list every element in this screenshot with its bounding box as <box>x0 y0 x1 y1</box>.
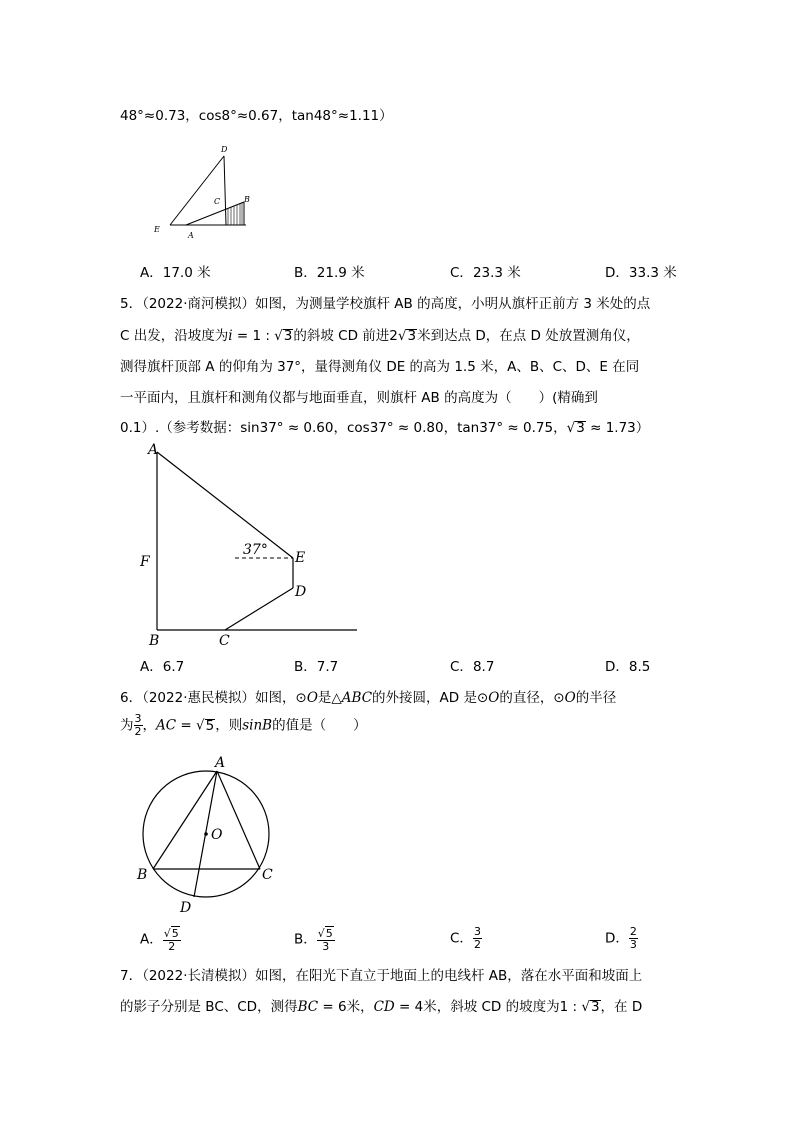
q5-option-c[interactable]: C．8.7 <box>450 659 495 675</box>
q6-option-b[interactable]: B． $\frac{√5}{3}$ <box>294 927 333 953</box>
q4-label-e: E <box>154 225 160 234</box>
q4-label-a: A <box>188 231 194 240</box>
q4-option-b[interactable]: B．21.9 米 <box>294 265 365 281</box>
q5-angle-label: 37° <box>243 542 268 558</box>
q4-option-c[interactable]: C．23.3 米 <box>450 265 521 281</box>
q6-label-a: A <box>215 755 226 771</box>
q6-figure <box>133 752 283 917</box>
q4-reference-data: 48°≈0.73，cos8°≈0.67，tan48°≈1.11） <box>120 108 393 124</box>
q5-line-1: 5．（2022·商河模拟）如图，为测量学校旗杆 AB 的高度，小明从旗杆正前方 3 米处的点 <box>120 296 651 312</box>
q6-option-c[interactable]: C． $\frac{3}{2}$ <box>450 925 481 951</box>
q6-line-1: 6．（2022·惠民模拟）如图，⊙O是△ABC的外接圆，AD 是⊙O的直径，⊙O的半径 <box>120 690 617 706</box>
q4-figure <box>148 140 268 245</box>
q5-figure <box>135 440 365 650</box>
q5-line-5: 0.1）.（参考数据：sin37° ≈ 0.60，cos37° ≈ 0.80，tan37° ≈ 0.75，√3 ≈ 1.73） <box>120 420 650 436</box>
q5-label-b: B <box>149 633 160 649</box>
q6-option-d[interactable]: D． $\frac{2}{3}$ <box>605 925 637 951</box>
q5-line-2: C 出发，沿坡度为i = 1 : √3的斜坡 CD 前进2√3米到达点 D，在点 D 处放置测角仪， <box>120 328 640 344</box>
q5-option-d[interactable]: D．8.5 <box>605 659 651 675</box>
q5-line-3: 测得旗杆顶部 A 的仰角为 37°，量得测角仪 DE 的高为 1.5 米，A、B、C、D、E 在同 <box>120 359 640 375</box>
q4-option-a[interactable]: A．17.0 米 <box>140 265 211 281</box>
q5-option-a[interactable]: A．6.7 <box>140 659 185 675</box>
q7-line-1: 7．（2022·长清模拟）如图，在阳光下直立于地面上的电线杆 AB，落在水平面和坡面上 <box>120 968 643 984</box>
q5-label-f: F <box>140 554 150 570</box>
q5-line-4: 一平面内，且旗杆和测角仪都与地面垂直，则旗杆 AB 的高度为（ ）(精确到 <box>120 390 598 406</box>
q5-option-b[interactable]: B．7.7 <box>294 659 339 675</box>
q6-line-2: 为 $\frac{3}{2}$ ，AC = √5，则sinB的值是（ ） <box>120 712 367 738</box>
q6-label-c: C <box>262 867 273 883</box>
q5-label-e: E <box>295 550 306 566</box>
q5-label-a: A <box>148 442 159 458</box>
q5-label-d: D <box>295 584 307 600</box>
q6-option-a[interactable]: A． $\frac{√5}{2}$ <box>140 927 179 953</box>
q6-label-d: D <box>180 900 192 916</box>
q4-label-b: B <box>244 195 250 204</box>
q7-line-2: 的影子分别是 BC、CD，测得BC = 6米，CD = 4米，斜坡 CD 的坡度为1 : √3，在 D <box>120 999 643 1015</box>
q4-label-d: D <box>221 145 228 154</box>
q4-label-c: C <box>214 197 221 206</box>
q6-label-b: B <box>137 867 148 883</box>
q6-label-o: O <box>211 827 223 843</box>
q4-option-d[interactable]: D．33.3 米 <box>605 265 677 281</box>
q5-label-c: C <box>219 633 230 649</box>
